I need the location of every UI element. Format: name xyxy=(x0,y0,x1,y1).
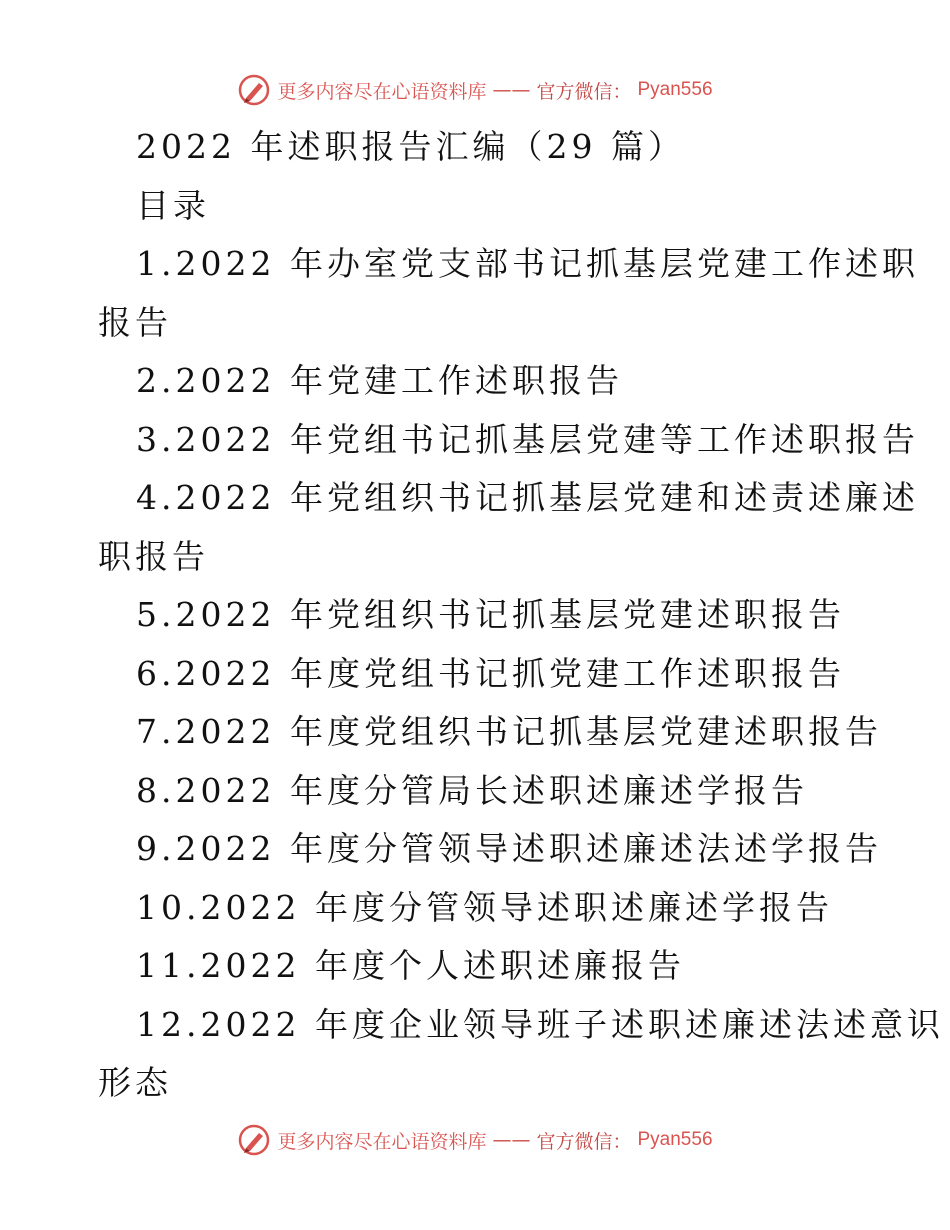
toc-line: 6.2022 年度党组书记抓党建工作述职报告 xyxy=(136,653,845,693)
footer-watermark-banner xyxy=(0,1120,950,1160)
toc-line: 4.2022 年党组织书记抓基层党建和述责述廉述 xyxy=(136,478,919,517)
toc-list xyxy=(98,235,944,1113)
toc-line: 12.2022 年度企业领导班子述职述廉述法述意识 xyxy=(136,1004,944,1044)
banner-official-label: 官方微信： xyxy=(536,80,632,103)
toc-line: 5.2022 年党组织书记抓基层党建述职报告 xyxy=(136,595,845,634)
toc-line: 9.2022 年度分管领导述职述廉述法述学报告 xyxy=(136,829,882,868)
toc-line: 11.2022 年度个人述职述廉报告 xyxy=(136,946,685,985)
toc-line: 形态 xyxy=(98,1063,172,1102)
pen-logo-icon xyxy=(237,1123,271,1157)
toc-line: 10.2022 年度分管领导述职述廉述学报告 xyxy=(136,887,833,927)
toc-line: 1.2022 年办室党支部书记抓基层党建工作述职 xyxy=(136,244,919,283)
document-body xyxy=(98,118,944,1113)
banner-text: 更多内容尽在心语资料库 xyxy=(277,80,487,103)
banner-wechat-id: Pyan556 xyxy=(637,79,713,100)
document-title: 2022 年述职报告汇编（29 篇） xyxy=(136,127,685,166)
toc-line: 7.2022 年度党组织书记抓基层党建述职报告 xyxy=(136,712,882,751)
banner-separator: —— xyxy=(492,1129,531,1151)
toc-line: 报告 xyxy=(98,302,172,342)
toc-line: 8.2022 年度分管局长述职述廉述学报告 xyxy=(136,770,808,810)
pen-logo-icon xyxy=(237,73,271,107)
toc-line: 2.2022 年党建工作述职报告 xyxy=(136,361,623,400)
toc-line: 职报告 xyxy=(98,536,209,576)
toc-line: 3.2022 年党组书记抓基层党建等工作述职报告 xyxy=(136,419,919,459)
header-watermark-banner xyxy=(0,70,950,110)
banner-official-label: 官方微信： xyxy=(536,1130,632,1153)
toc-heading: 目录 xyxy=(136,185,210,225)
banner-wechat-id: Pyan556 xyxy=(637,1129,713,1150)
banner-text: 更多内容尽在心语资料库 xyxy=(277,1130,487,1153)
banner-separator: —— xyxy=(492,79,531,101)
